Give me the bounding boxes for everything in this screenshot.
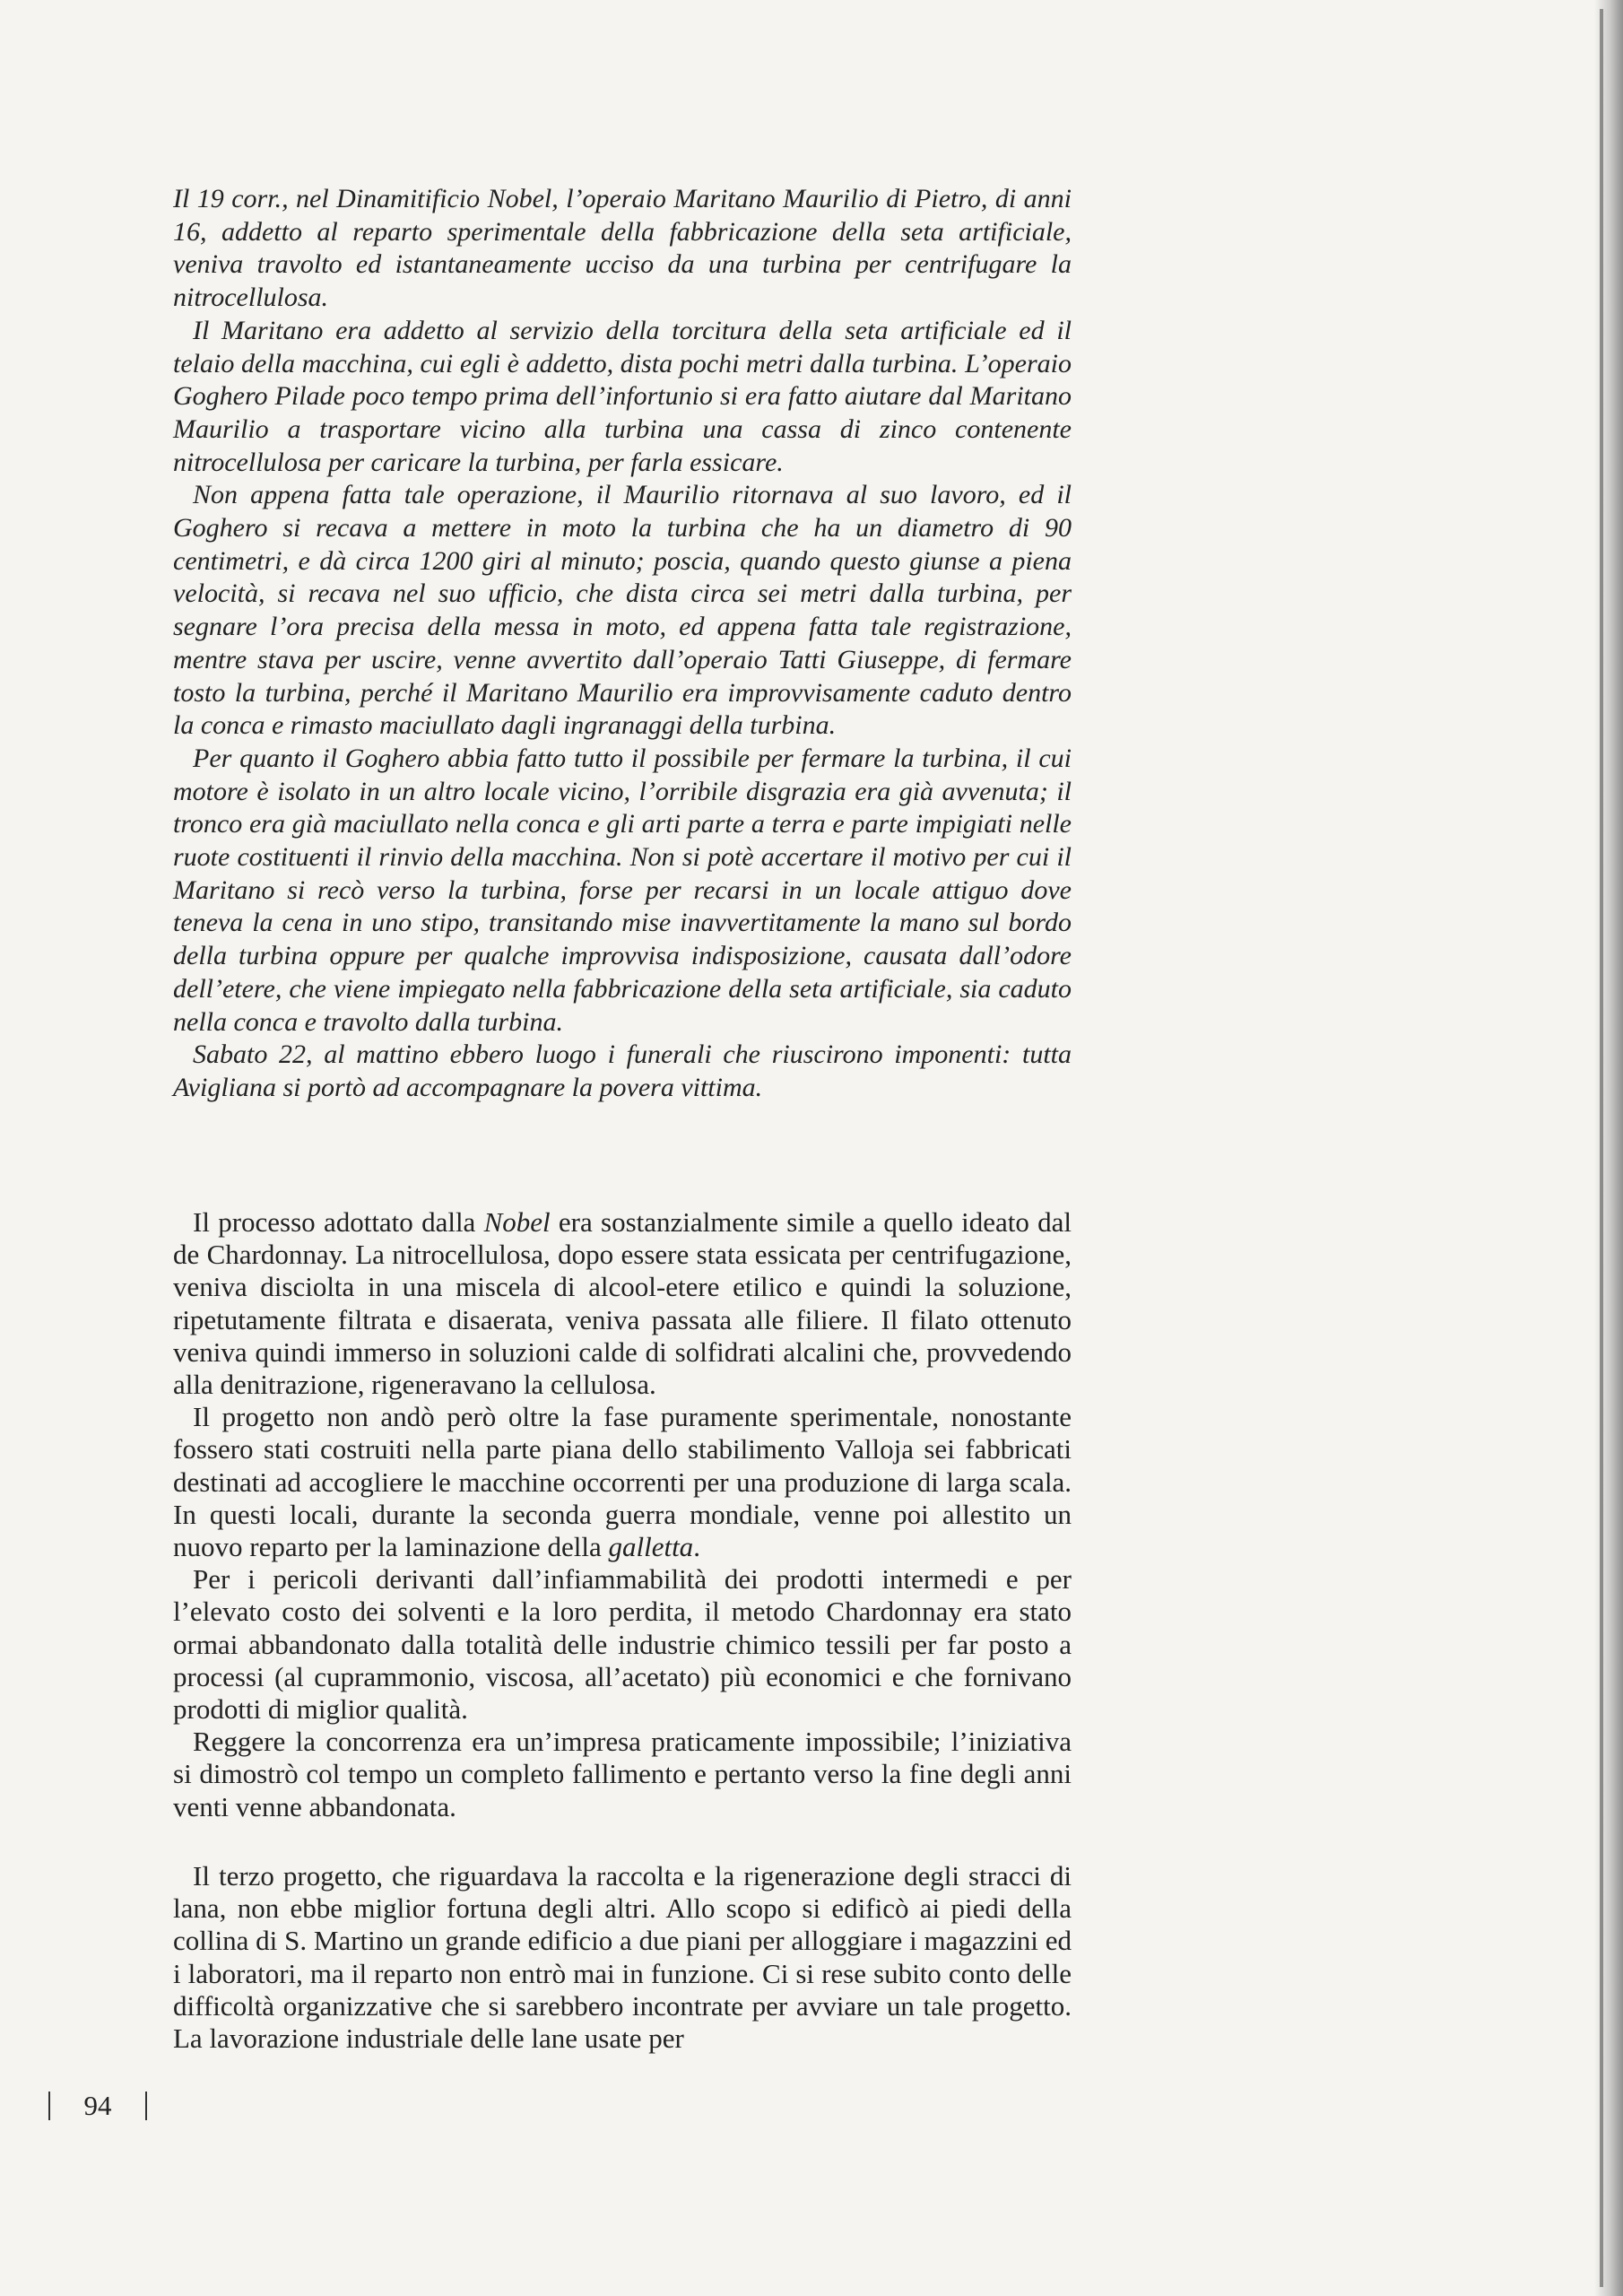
quote-paragraph: Sabato 22, al mattino ebbero luogo i funerali che riuscirono imponenti: tutta Avigliana si portò ad accompagnare la povera vittima. <box>173 1039 1072 1102</box>
binding-shadow <box>1594 0 1623 2296</box>
quote-paragraph: Il Maritano era addetto al servizio della torcitura della seta artificiale ed il telaio della macchina, cui egli è addetto, dista pochi metri dalla turbina. L’operaio Goghero Pilade poco tempo prima dell’infortunio si era fatto aiutare dal Maritano Maurilio a trasportare vicino alla turbina una cassa di zinco contenente nitrocellulosa per caricare la turbina, per farla essicare. <box>173 315 1072 477</box>
body-section-wool <box>173 1860 1072 2055</box>
text-span: era sostanzialmente simile a quello ideato dal de Chardonnay. La nitrocellulosa, dopo essere stata essicata per centrifugazione, veniva disciolta in una miscela di alcool-etere etilico e quindi la soluzione, ripetutamente filtrata e disaerata, veniva passata alle filiere. Il filato ottenuto veniva quindi immerso in soluzioni calde di solfidrati alcalini che, provvedendo alla denitrazione, rigeneravano la cellulosa. <box>173 1206 1072 1401</box>
italic-term: galletta <box>608 1531 694 1563</box>
text-span: Il progetto non andò però oltre la fase puramente sperimentale, nonostante fossero stati costruiti nella parte piana dello stabilimento Valloja sei fabbricati destinati ad accogliere le macchine occorrenti per una produzione di larga scala. In questi locali, durante la seconda guerra mondiale, venne poi allestito un nuovo reparto per la laminazione della <box>173 1401 1072 1563</box>
quote-paragraph: Non appena fatta tale operazione, il Maurilio ritornava al suo lavoro, ed il Goghero si recava a mettere in moto la turbina che ha un diametro di 90 centimetri, e dà circa 1200 giri al minuto; poscia, quando questo giunse a piena velocità, si recava nel suo ufficio, che dista circa sei metri dalla turbina, per segnare l’ora precisa della messa in moto, ed appena fatta tale registrazione, mentre stava per uscire, venne avvertito dall’operaio Tatti Giuseppe, di fermare tosto la turbina, perché il Maritano Maurilio era improvvisamente caduto dentro la conca e rimasto maciullato dagli ingranaggi della turbina. <box>173 480 1072 741</box>
body-paragraph: Per i pericoli derivanti dall’infiammabilità dei prodotti intermedi e per l’elevato costo dei solventi e la loro perdita, il metodo Chardonnay era stato ormai abbandonato dalla totalità delle industrie chimico tessili per far posto a processi (al cuprammonio, viscosa, all’acetato) più economici e che fornivano prodotti di miglior qualità. <box>173 1563 1072 1726</box>
page-number: 94 <box>48 2088 147 2124</box>
body-paragraph <box>173 1206 1072 1401</box>
italic-term: Nobel <box>483 1206 551 1238</box>
body-paragraph: Il terzo progetto, che riguardava la raccolta e la rigenerazione degli stracci di lana, non ebbe miglior fortuna degli altri. Allo scopo si edificò ai piedi della collina di S. Martino un grande edificio a due piani per alloggiare i magazzini ed i laboratori, ma il reparto non entrò mai in funzione. Ci si rese subito conto delle difficoltà organizzative che si sarebbero incontrate per avviare un tale progetto. La lavorazione industriale delle lane usate per <box>173 1860 1072 2055</box>
text-span: Il processo adottato dalla <box>193 1206 484 1238</box>
quote-paragraph: Il 19 corr., nel Dinamitificio Nobel, l’operaio Maritano Maurilio di Pietro, di anni 16, addetto al reparto sperimentale della fabbricazione della seta artificiale, veniva travolto ed istantaneamente ucciso da una turbina per centrifugare la nitrocellulosa. <box>173 184 1072 313</box>
newspaper-quote <box>173 183 1072 1105</box>
binding-edge-line <box>1600 9 1603 2287</box>
body-paragraph <box>173 1401 1072 1563</box>
body-section-chardonnay <box>173 1206 1072 1823</box>
body-paragraph: Reggere la concorrenza era un’impresa praticamente impossibile; l’iniziativa si dimostrò col tempo un completo fallimento e pertanto verso la fine degli anni venti venne abbandonata. <box>173 1726 1072 1822</box>
text-span: . <box>693 1531 700 1563</box>
quote-paragraph: Per quanto il Goghero abbia fatto tutto il possibile per fermare la turbina, il cui motore è isolato in un altro locale vicino, l’orribile disgrazia era già avvenuta; il tronco era già maciullato nella conca e gli arti parte a terra e parte impigiati nelle ruote costituenti il rinvio della macchina. Non si potè accertare il motivo per cui il Maritano si recò verso la turbina, forse per recarsi in un locale attiguo dove teneva la cena in uno stipo, transitando mise inavvertitamente la mano sul bordo della turbina oppure per qualche improvvisa indisposizione, causata dall’odore dell’etere, che viene impiegato nella fabbricazione della seta artificiale, sia caduto nella conca e travolto dalla turbina. <box>173 743 1072 1037</box>
